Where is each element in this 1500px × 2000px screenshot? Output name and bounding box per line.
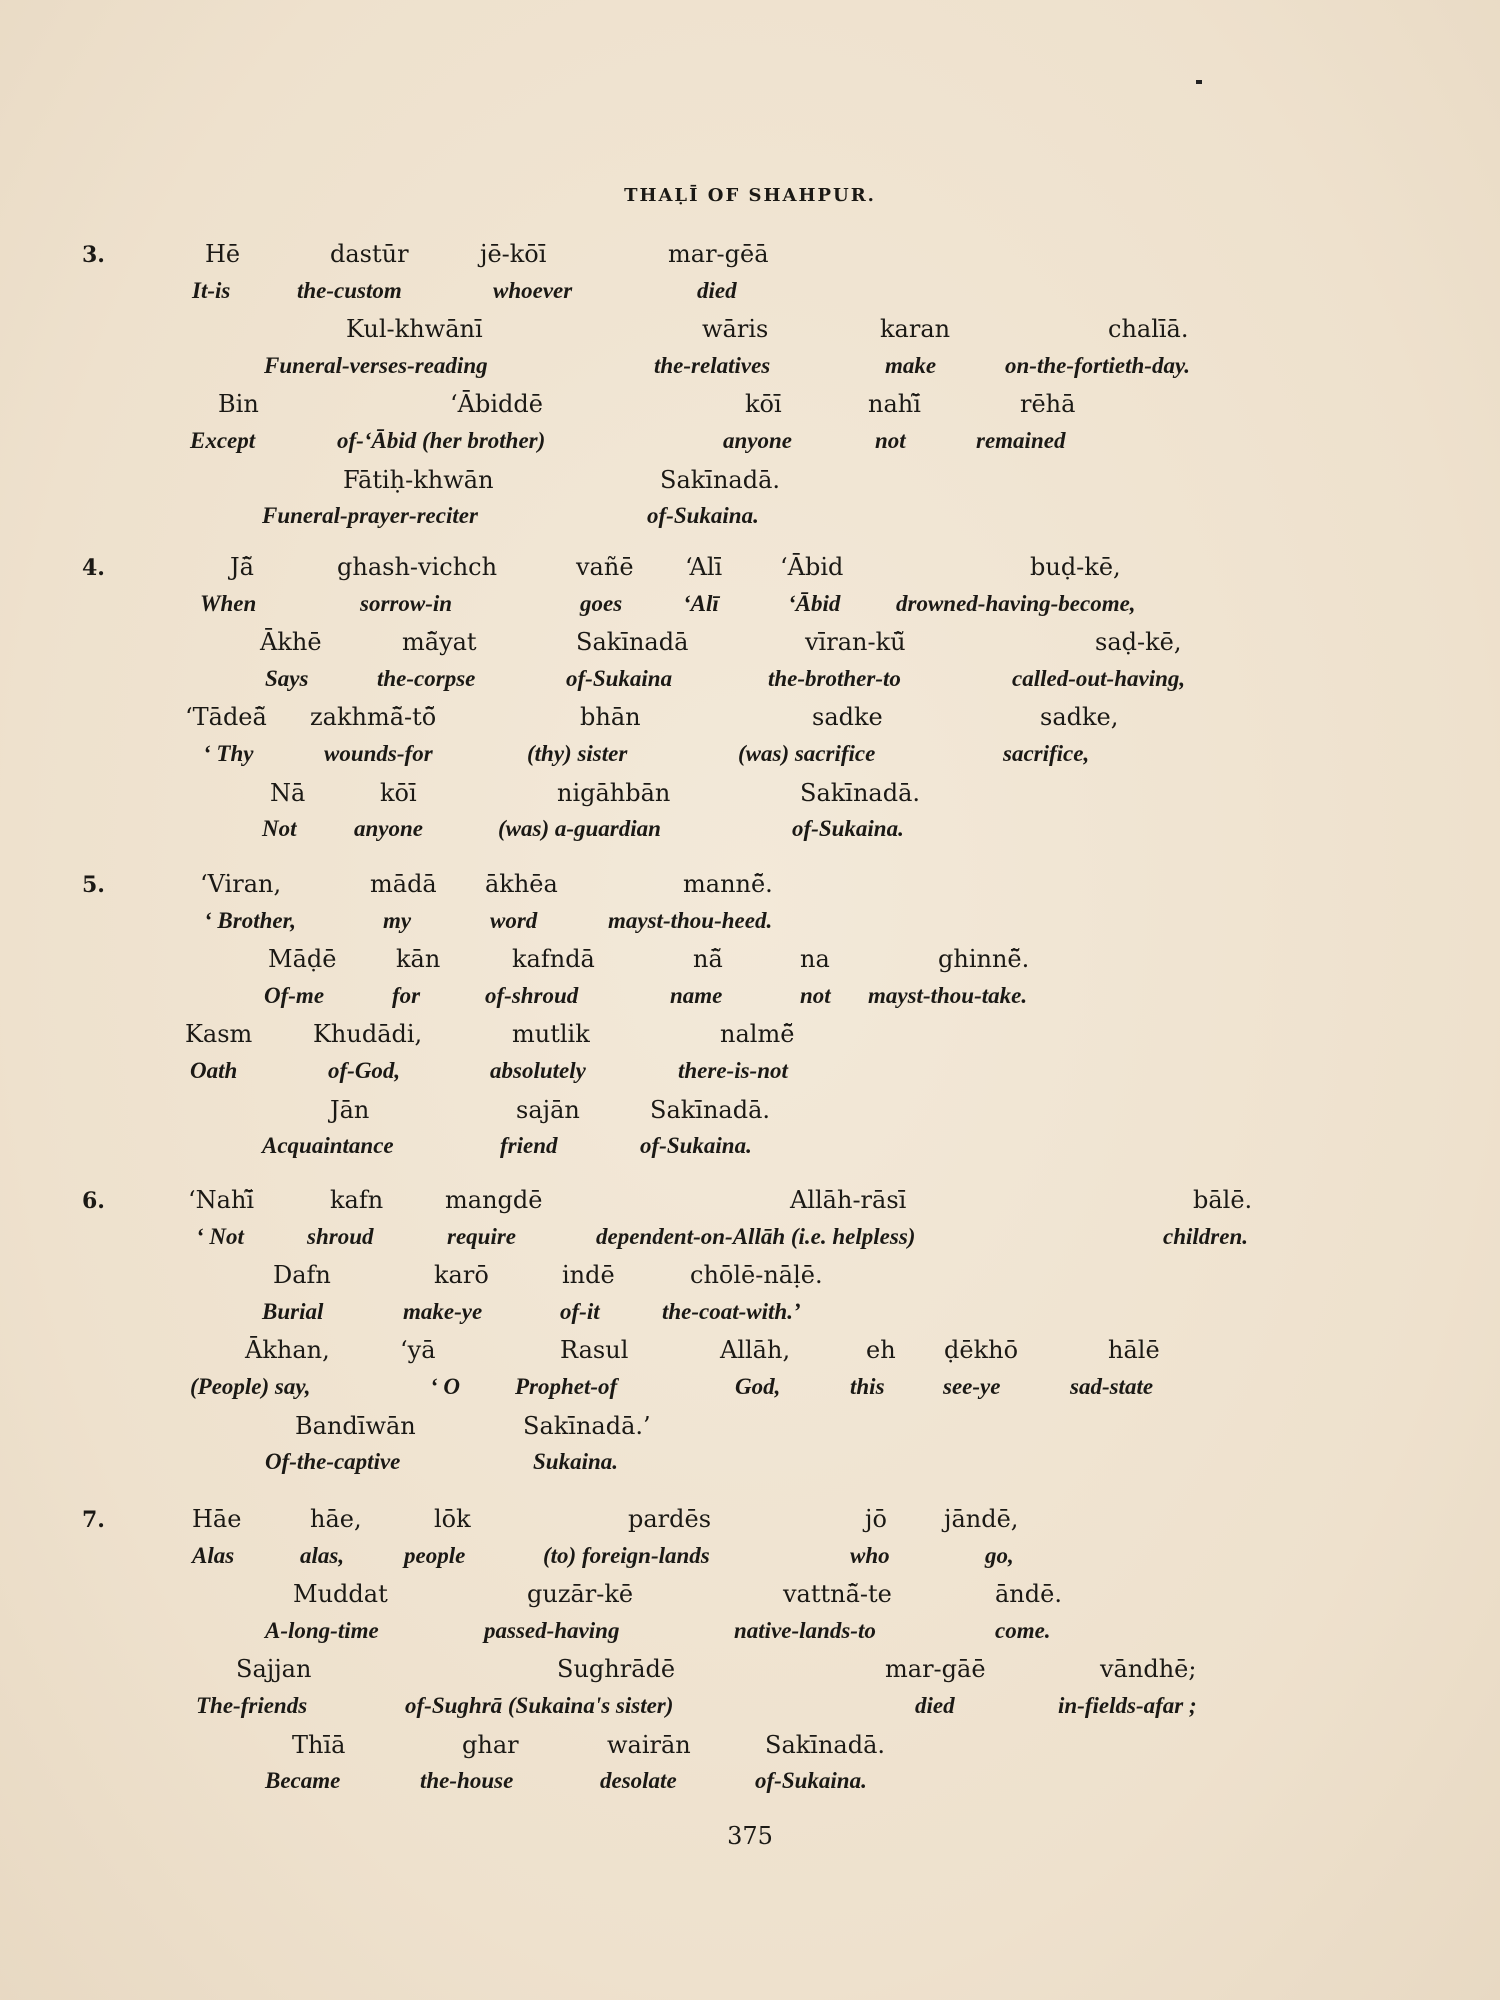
gloss-line — [0, 1543, 1500, 1577]
gloss-line — [0, 591, 1500, 625]
verse-word: chalīā. — [1108, 315, 1189, 344]
verse-word: vīran-kū̃ — [805, 628, 906, 657]
gloss-word: goes — [580, 590, 623, 616]
gloss-word: anyone — [354, 816, 423, 842]
verse-word: bālē. — [1193, 1186, 1253, 1214]
verse-word: nahī̃ — [868, 390, 921, 419]
gloss-word: children. — [1163, 1223, 1248, 1249]
gloss-word: go, — [985, 1542, 1014, 1568]
verse-word: ākhēa — [485, 870, 558, 898]
gloss-word: of-Sukaina. — [792, 816, 904, 842]
verse-word: nā̃ — [693, 945, 723, 974]
verse-word: Sakīnadā — [576, 628, 689, 657]
verse-word: ‘Viran, — [200, 870, 282, 898]
gloss-word: friend — [500, 1133, 558, 1159]
verse-word: nalmē̃ — [720, 1020, 795, 1049]
gloss-word: the-custom — [297, 277, 402, 303]
verse-word: kafndā — [512, 945, 595, 974]
verse-word: hālē — [1108, 1336, 1160, 1365]
verse-word: karan — [880, 315, 951, 344]
gloss-word: people — [404, 1542, 466, 1568]
verse-word: Ākhē — [260, 628, 322, 657]
stanza-number: 4. — [82, 555, 105, 581]
verse-word: ghash-vichch — [337, 553, 498, 581]
gloss-word: Of-the-captive — [265, 1449, 401, 1475]
gloss-line — [0, 1374, 1500, 1408]
verse-word: Sajjan — [236, 1655, 312, 1684]
gloss-word: called-out-having, — [1012, 665, 1186, 691]
gloss-word: of-it — [560, 1298, 600, 1324]
verse-line — [0, 1412, 1500, 1446]
verse-word: guzār-kē — [527, 1580, 634, 1609]
gloss-word: mayst-thou-take. — [868, 982, 1028, 1008]
gloss-word: Alas — [192, 1542, 235, 1568]
verse-line — [0, 1096, 1500, 1130]
gloss-word: (People) say, — [190, 1374, 311, 1399]
verse-word: Sakīnadā.’ — [523, 1411, 651, 1440]
gloss-line — [0, 278, 1500, 312]
gloss-word: the-brother-to — [768, 665, 901, 691]
gloss-word: for — [392, 982, 421, 1008]
gloss-line — [0, 741, 1500, 775]
gloss-word: there-is-not — [678, 1058, 788, 1083]
verse-word: Sakīnadā. — [650, 1095, 771, 1124]
gloss-word: shroud — [307, 1223, 374, 1249]
verse-line — [0, 553, 1500, 587]
verse-word: kōī — [745, 390, 782, 419]
gloss-word: sad-state — [1070, 1374, 1154, 1399]
gloss-word: (was) sacrifice — [738, 741, 876, 766]
verse-word: kōī — [380, 778, 417, 807]
gloss-word: ‘Ābid — [788, 590, 841, 616]
gloss-word: of-God, — [328, 1058, 401, 1083]
stanza-number: 5. — [82, 872, 105, 898]
verse-word: ‘Alī — [685, 553, 723, 581]
verse-word: karō — [434, 1261, 489, 1290]
verse-word: Jān — [330, 1095, 370, 1124]
gloss-word: wounds-for — [324, 741, 433, 766]
verse-word: ‘Tādeā̃ — [185, 703, 267, 732]
verse-line — [0, 1505, 1500, 1539]
verse-word: sadke, — [1040, 703, 1119, 732]
verse-line — [0, 1580, 1500, 1614]
gloss-word: mayst-thou-heed. — [608, 907, 773, 933]
gloss-word: the-coat-with.’ — [662, 1298, 801, 1324]
verse-word: mar-gēā — [668, 240, 769, 268]
verse-word: vattnā̃-te — [783, 1580, 892, 1609]
gloss-word: the-corpse — [377, 665, 476, 691]
verse-word: pardēs — [628, 1505, 712, 1533]
gloss-word: ‘ O — [430, 1374, 461, 1399]
gloss-word: dependent-on-Allāh (i.e. helpless) — [596, 1223, 916, 1249]
gloss-line — [0, 1133, 1500, 1167]
verse-word: Nā — [270, 778, 306, 807]
gloss-word: who — [850, 1542, 890, 1568]
stanza-number: 7. — [82, 1507, 105, 1533]
gloss-word: A-long-time — [265, 1617, 379, 1643]
verse-word: nigāhbān — [557, 778, 671, 807]
gloss-word: native-lands-to — [734, 1617, 876, 1643]
gloss-word: Funeral-prayer-reciter — [262, 503, 478, 529]
verse-word: indē — [562, 1261, 615, 1290]
gloss-word: alas, — [300, 1542, 345, 1568]
verse-word: kān — [396, 945, 441, 974]
gloss-word: sacrifice, — [1003, 741, 1090, 766]
gloss-word: make — [885, 352, 937, 378]
gloss-word: word — [490, 907, 538, 933]
verse-word: vañē — [576, 553, 634, 581]
verse-line — [0, 1186, 1500, 1220]
verse-line — [0, 390, 1500, 424]
gloss-word: of-Sukaina. — [755, 1768, 867, 1794]
verse-word: Sakīnadā. — [800, 778, 921, 807]
verse-word: Rasul — [560, 1336, 629, 1365]
verse-line — [0, 945, 1500, 979]
gloss-word: of-Sukaina — [566, 665, 673, 691]
ink-speck — [1196, 80, 1202, 84]
verse-word: vāndhē; — [1100, 1655, 1197, 1684]
verse-word: sadke — [812, 703, 883, 732]
verse-word: āndē. — [995, 1580, 1062, 1609]
verse-word: Muddat — [293, 1580, 388, 1609]
verse-word: Khudādi, — [313, 1020, 423, 1049]
gloss-word: sorrow-in — [360, 590, 453, 616]
verse-word: ghar — [462, 1730, 519, 1759]
gloss-word: Funeral-verses-reading — [264, 352, 488, 378]
verse-word: lōk — [434, 1505, 471, 1533]
gloss-line — [0, 1768, 1500, 1802]
gloss-word: It-is — [192, 277, 231, 303]
gloss-line — [0, 983, 1500, 1017]
verse-word: Hāe — [192, 1505, 242, 1533]
stanza-number: 3. — [82, 242, 105, 268]
verse-word: mā̃yat — [402, 628, 477, 657]
gloss-word: The-friends — [196, 1693, 308, 1718]
gloss-line — [0, 1299, 1500, 1333]
verse-word: Dafn — [273, 1261, 331, 1290]
gloss-word: name — [670, 982, 723, 1008]
verse-word: Allāh, — [720, 1336, 791, 1365]
verse-word: Sakīnadā. — [660, 465, 781, 494]
verse-line — [0, 315, 1500, 349]
verse-word: jāndē, — [944, 1505, 1019, 1533]
gloss-word: ‘Alī — [683, 590, 719, 616]
gloss-word: desolate — [600, 1768, 677, 1794]
gloss-word: Says — [265, 665, 309, 691]
verse-word: na — [800, 945, 830, 974]
gloss-word: God, — [735, 1374, 781, 1399]
verse-word: Bin — [218, 390, 259, 419]
gloss-word: Not — [262, 816, 297, 842]
gloss-word: passed-having — [484, 1617, 620, 1643]
gloss-word: anyone — [723, 428, 792, 453]
verse-line — [0, 240, 1500, 274]
gloss-line — [0, 503, 1500, 537]
gloss-word: remained — [976, 428, 1066, 453]
verse-word: rēhā — [1020, 390, 1076, 419]
verse-word: wāris — [702, 315, 769, 344]
verse-word: dastūr — [330, 240, 409, 268]
verse-word: jō — [865, 1505, 887, 1533]
verse-word: kafn — [330, 1186, 384, 1214]
gloss-line — [0, 1618, 1500, 1652]
gloss-word: not — [800, 982, 831, 1008]
gloss-word: Of-me — [264, 982, 325, 1008]
gloss-line — [0, 428, 1500, 462]
gloss-line — [0, 666, 1500, 700]
gloss-word: in-fields-afar ; — [1058, 1693, 1197, 1718]
verse-word: mar-gāē — [885, 1655, 986, 1684]
verse-line — [0, 1020, 1500, 1054]
verse-word: ghinnē̃. — [938, 945, 1030, 974]
verse-word: Kasm — [185, 1020, 253, 1049]
verse-word: Thīā — [292, 1730, 346, 1759]
verse-word: chōlē-nāḷē. — [690, 1261, 823, 1290]
verse-line — [0, 870, 1500, 904]
verse-line — [0, 779, 1500, 813]
verse-word: mannē̃. — [683, 870, 773, 898]
gloss-line — [0, 1058, 1500, 1092]
verse-line — [0, 1261, 1500, 1295]
verse-line — [0, 466, 1500, 500]
gloss-line — [0, 908, 1500, 942]
verse-word: Ākhan, — [245, 1336, 330, 1365]
verse-word: eh — [866, 1336, 896, 1365]
gloss-word: (was) a-guardian — [498, 816, 661, 842]
verse-word: Sakīnadā. — [765, 1730, 886, 1759]
stanza-number: 6. — [82, 1188, 105, 1214]
verse-word: Kul-khwānī — [346, 315, 483, 344]
verse-word: saḍ-kē, — [1095, 628, 1182, 657]
gloss-word: of-Sukaina. — [647, 503, 759, 529]
verse-word: mutlik — [512, 1020, 590, 1049]
gloss-word: Prophet-of — [515, 1374, 618, 1399]
gloss-word: died — [915, 1693, 955, 1718]
verse-line — [0, 703, 1500, 737]
gloss-line — [0, 1449, 1500, 1483]
verse-word: Sughrādē — [557, 1655, 676, 1684]
verse-word: ‘Nahī̃ — [188, 1186, 255, 1214]
gloss-line — [0, 816, 1500, 850]
verse-word: Allāh-rāsī — [790, 1186, 907, 1214]
page-number: 375 — [727, 1822, 773, 1850]
verse-word: ‘Ābid — [780, 553, 844, 581]
verse-word: jē-kōī — [480, 240, 547, 268]
verse-word: Bandīwān — [295, 1411, 416, 1440]
gloss-word: When — [200, 590, 257, 616]
gloss-word: Acquaintance — [262, 1133, 394, 1159]
verse-word: Hē — [205, 240, 241, 268]
gloss-word: ‘ Brother, — [204, 907, 297, 933]
gloss-word: on-the-fortieth-day. — [1005, 352, 1191, 378]
verse-word: sajān — [516, 1095, 580, 1124]
gloss-word: absolutely — [490, 1058, 586, 1083]
verse-word: Māḍē — [268, 945, 337, 974]
gloss-word: (thy) sister — [527, 741, 628, 766]
gloss-line — [0, 1693, 1500, 1727]
verse-word: bhān — [580, 703, 641, 732]
gloss-word: of-shroud — [485, 982, 579, 1008]
verse-word: buḍ-kē, — [1030, 553, 1121, 581]
gloss-line — [0, 353, 1500, 387]
gloss-word: this — [850, 1374, 885, 1399]
gloss-word: my — [383, 907, 412, 933]
gloss-word: (to) foreign-lands — [543, 1542, 710, 1568]
gloss-word: Sukaina. — [533, 1449, 619, 1475]
gloss-word: Oath — [190, 1058, 238, 1083]
verse-word: mādā — [370, 870, 437, 898]
verse-line — [0, 1655, 1500, 1689]
gloss-word: of-‘Ābid (her brother) — [337, 428, 546, 453]
gloss-word: of-Sughrā (Sukaina's sister) — [405, 1693, 674, 1718]
running-header: THAḶĪ OF SHAHPUR. — [624, 185, 876, 206]
verse-line — [0, 628, 1500, 662]
verse-word: zakhmā̃-tō̃ — [310, 703, 437, 732]
verse-word: wairān — [607, 1730, 691, 1759]
verse-word: ḍēkhō — [944, 1336, 1019, 1365]
gloss-word: of-Sukaina. — [640, 1133, 752, 1159]
gloss-line — [0, 1224, 1500, 1258]
gloss-word: come. — [995, 1617, 1051, 1643]
gloss-word: Burial — [262, 1298, 324, 1324]
verse-word: Jā̃ — [230, 553, 254, 581]
gloss-word: require — [447, 1223, 516, 1249]
gloss-word: ‘ Thy — [203, 741, 254, 766]
gloss-word: see-ye — [943, 1374, 1001, 1399]
gloss-word: Except — [190, 428, 256, 453]
verse-word: mangdē — [445, 1186, 543, 1214]
gloss-word: died — [697, 277, 737, 303]
verse-word: ‘Ābiddē — [450, 390, 543, 419]
gloss-word: ‘ Not — [196, 1223, 244, 1249]
verse-word: ‘yā — [400, 1336, 436, 1365]
gloss-word: not — [875, 428, 906, 453]
gloss-word: the-house — [420, 1768, 514, 1794]
verse-line — [0, 1336, 1500, 1370]
gloss-word: Became — [265, 1768, 341, 1794]
gloss-word: the-relatives — [654, 352, 771, 378]
verse-word: hāe, — [310, 1505, 362, 1533]
verse-word: Fātiḥ-khwān — [343, 465, 494, 494]
gloss-word: whoever — [493, 277, 573, 303]
verse-line — [0, 1731, 1500, 1765]
gloss-word: drowned-having-become, — [896, 590, 1136, 616]
gloss-word: make-ye — [403, 1298, 483, 1324]
